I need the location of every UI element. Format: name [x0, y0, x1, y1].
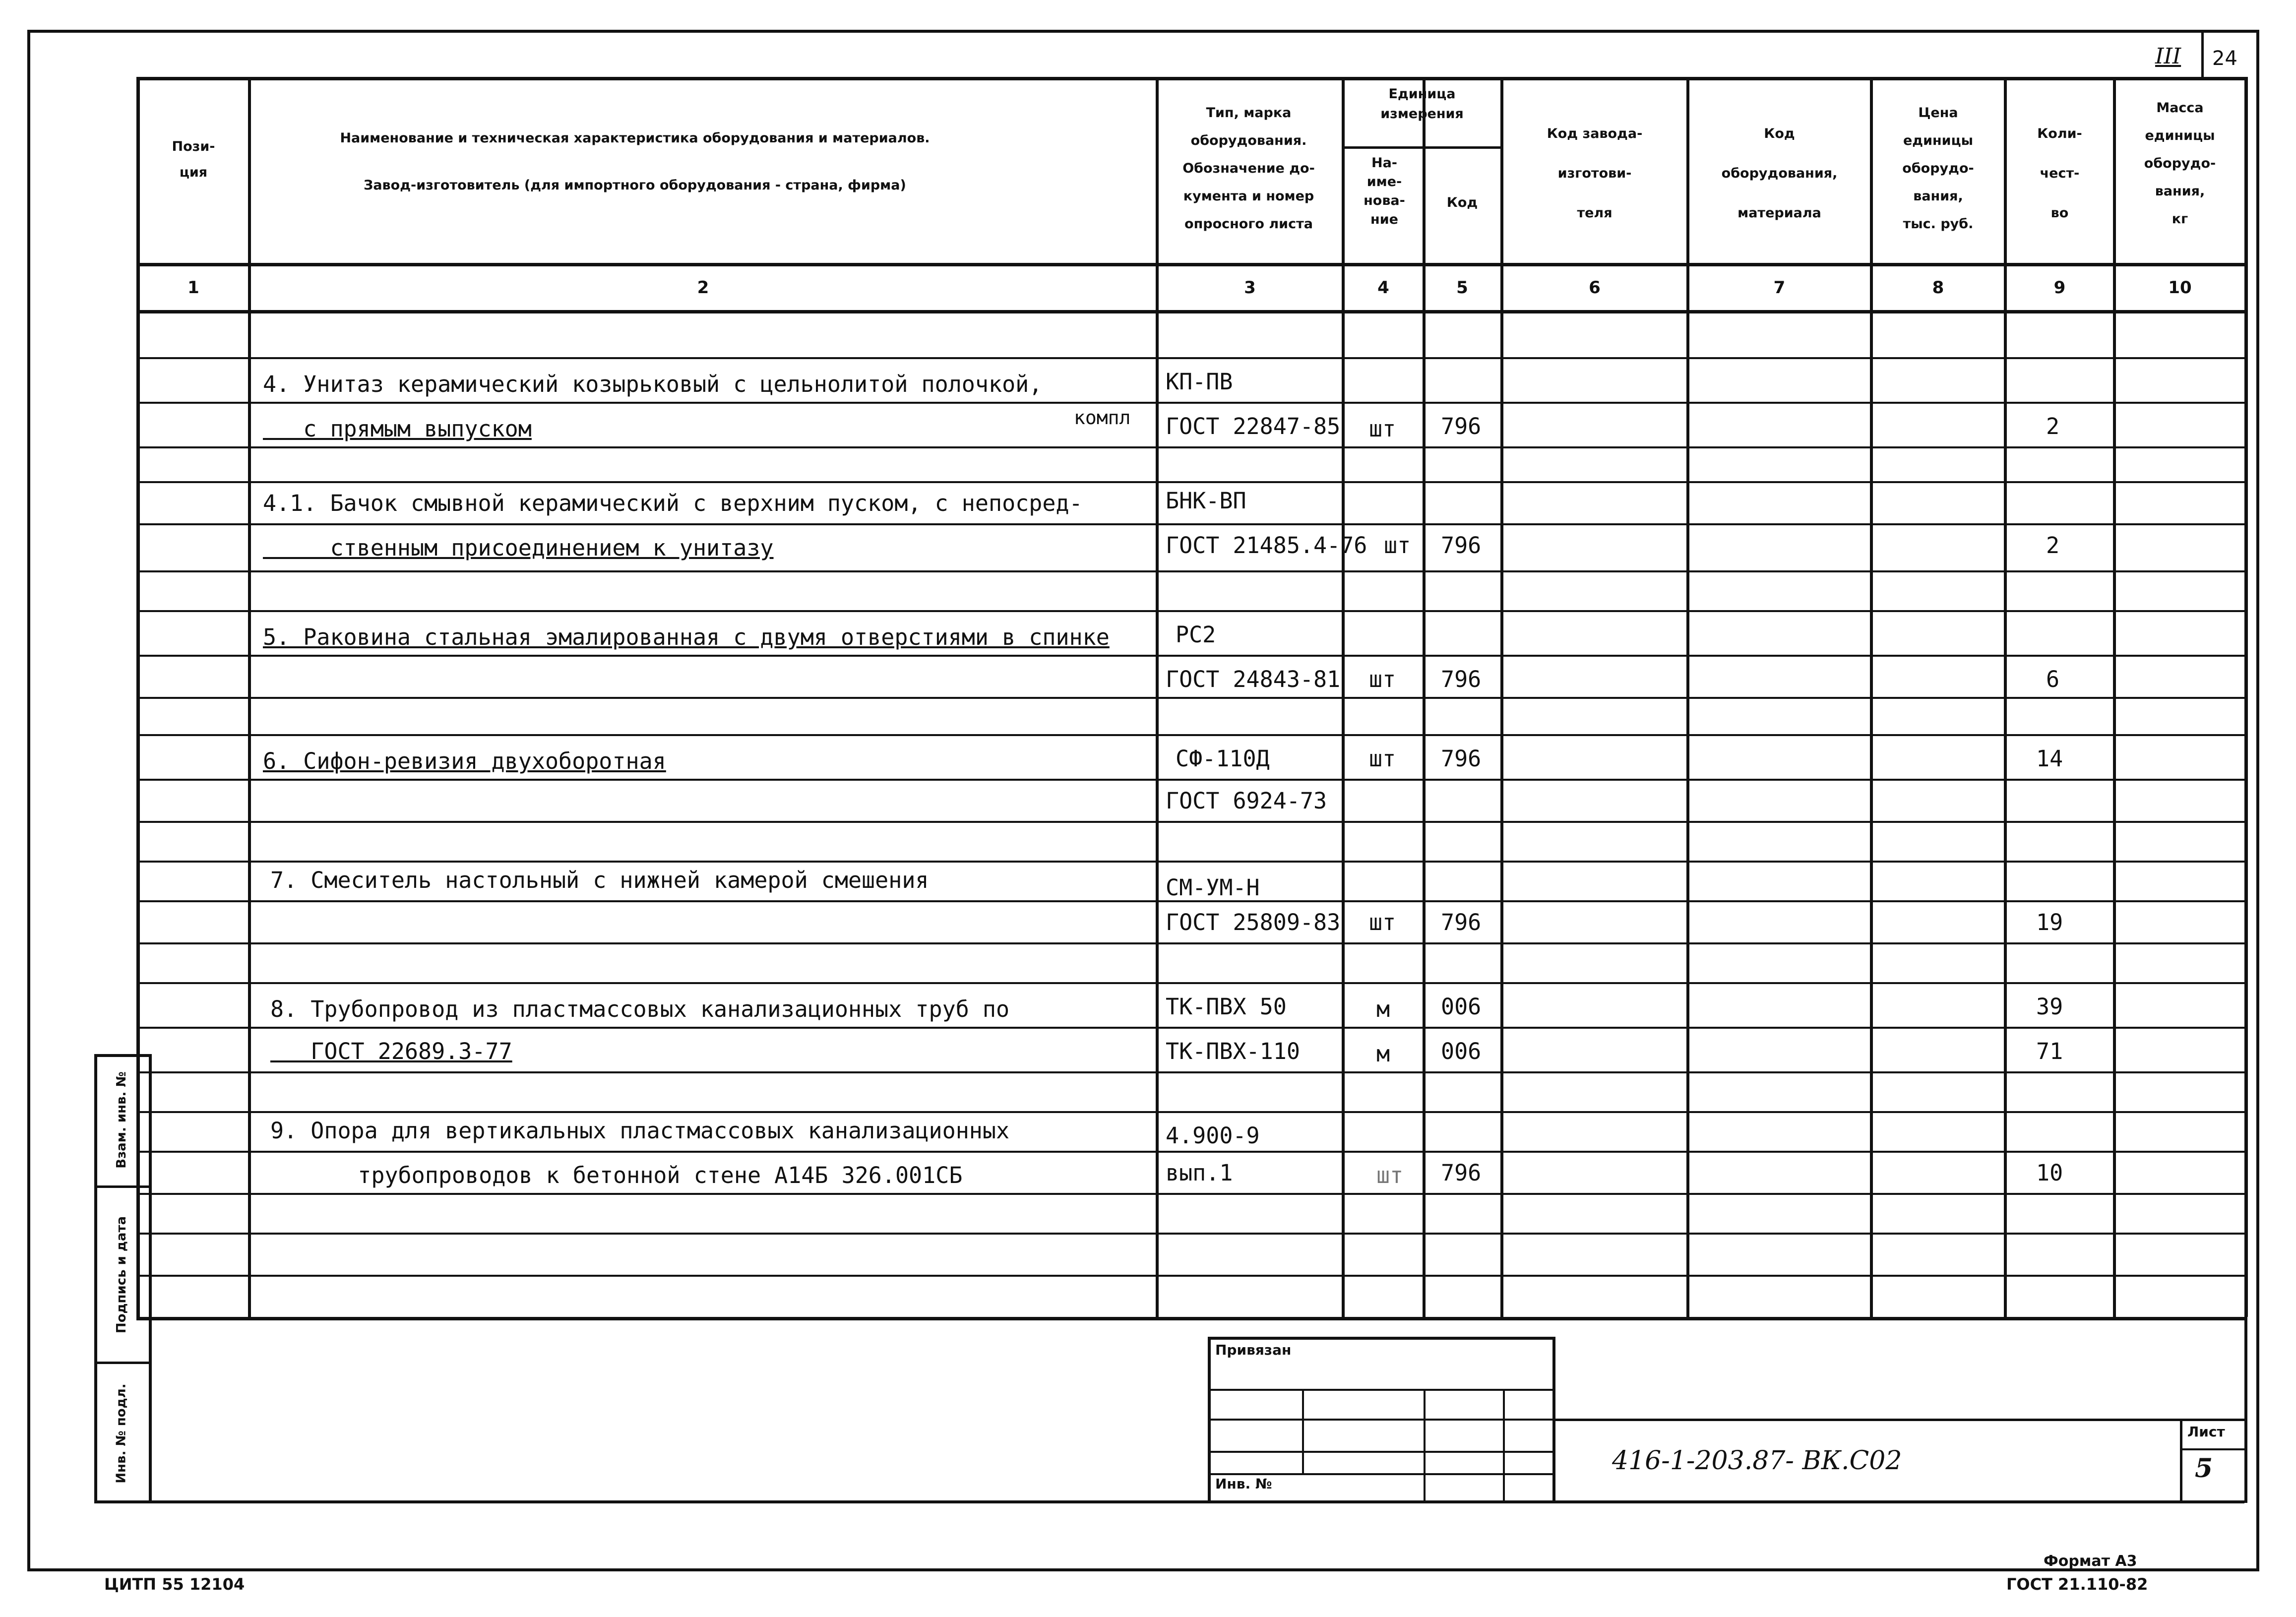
grid-line — [136, 861, 2244, 863]
grid-line — [2244, 1317, 2247, 1503]
grid-line — [136, 982, 2244, 984]
stamp-sheet-number: 5 — [2195, 1453, 2213, 1484]
row-name: ГОСТ 22689.3-77 — [270, 1038, 512, 1064]
grid-line — [149, 1054, 152, 1503]
grid-line — [136, 1233, 2244, 1235]
footer-standard: ГОСТ 21.110-82 — [2006, 1575, 2148, 1594]
grid-line — [136, 481, 2244, 483]
row-type: РС2 — [1176, 622, 1216, 648]
row-name: 4. Унитаз керамический козырьковый с цельнолитой полочкой, — [263, 371, 1043, 397]
grid-line — [136, 779, 2244, 781]
row-qty: 2 — [2046, 413, 2060, 439]
colno-6: 6 — [1589, 278, 1601, 298]
page-number-divider — [2201, 30, 2204, 79]
grid-line — [136, 523, 2244, 525]
footer-format: Формат А3 — [2044, 1553, 2137, 1570]
page-number: 24 — [2212, 47, 2237, 70]
row-name: 5. Раковина стальная эмалированная с двумя отверстиями в спинке — [263, 624, 1110, 650]
stamp-bound-label: Привязан — [1215, 1342, 1292, 1358]
row-name: ственным присоединением к унитазу — [263, 535, 774, 561]
side-label-orig-inv: Инв. № подл. — [114, 1383, 129, 1484]
grid-line — [2180, 1419, 2182, 1500]
grid-line — [1208, 1337, 1555, 1340]
grid-line — [136, 610, 2244, 612]
grid-line — [136, 1071, 2244, 1073]
colno-7: 7 — [1773, 278, 1786, 298]
row-code: 006 — [1441, 1038, 1482, 1064]
row-code: 796 — [1441, 666, 1482, 692]
grid-line — [1424, 1389, 1426, 1500]
row-name: 9. Опора для вертикальных пластмассовых канализационных — [270, 1118, 1010, 1144]
row-qty: 71 — [2036, 1038, 2063, 1064]
row-type: 4.900-9 — [1166, 1122, 1260, 1149]
grid-line — [149, 1500, 2244, 1503]
header-unit-group: Единица измерения — [1380, 86, 1464, 122]
grid-line — [136, 1275, 2244, 1277]
header-quantity: Коли- чест- во — [2037, 126, 2082, 221]
header-price: Цена единицы оборудо- вания, тыс. руб. — [1902, 105, 1974, 232]
header-name: Наименование и техническая характеристика оборудования и материалов. — [340, 130, 930, 146]
row-qty: 6 — [2046, 666, 2060, 692]
row-name: 7. Смеситель настольный с нижней камерой смешения — [270, 867, 929, 893]
colno-8: 8 — [1932, 278, 1944, 298]
drawing-frame — [27, 30, 2259, 1571]
row-type: ГОСТ 21485.4-76 — [1166, 532, 1367, 559]
row-type: ГОСТ 22847-85 — [1166, 413, 1341, 439]
row-type: БНК-ВП — [1166, 488, 1246, 514]
grid-line — [136, 570, 2244, 572]
grid-line — [136, 357, 2244, 359]
header-equipment-code: Код оборудования, материала — [1721, 126, 1838, 221]
row-type: ТК-ПВХ 50 — [1166, 994, 1287, 1020]
row-code: 796 — [1441, 746, 1482, 772]
grid-line — [1503, 1389, 1505, 1500]
colno-9: 9 — [2053, 278, 2066, 298]
row-unit: шт — [1369, 746, 1396, 772]
header-mass: Масса единицы оборудо- вания, кг — [2144, 100, 2216, 227]
stamp-sheet-label: Лист — [2187, 1424, 2225, 1440]
colno-1: 1 — [187, 278, 199, 298]
grid-line — [136, 1111, 2244, 1113]
row-unit: шт — [1369, 416, 1396, 442]
footer-left-code: ЦИТП 55 12104 — [104, 1575, 245, 1594]
colno-2: 2 — [697, 278, 709, 298]
row-code: 796 — [1441, 532, 1482, 559]
colno-5: 5 — [1456, 278, 1468, 298]
grid-line — [136, 1151, 2244, 1153]
row-code: 796 — [1441, 413, 1482, 439]
grid-line — [136, 263, 2244, 266]
grid-line — [136, 821, 2244, 823]
row-type: ГОСТ 24843-81 — [1166, 666, 1341, 692]
header-unit-code: Код — [1446, 195, 1478, 210]
grid-line — [1302, 1389, 1304, 1473]
row-qty: 39 — [2036, 994, 2063, 1020]
row-qty: 2 — [2046, 532, 2060, 559]
row-name: с прямым выпуском — [263, 416, 532, 442]
header-position: Пози- ция — [172, 139, 215, 180]
row-name: 6. Сифон-ревизия двухоборотная — [263, 748, 666, 774]
row-name: 4.1. Бачок смывной керамический с верхним пуском, с непосред- — [263, 490, 1083, 516]
row-code: 006 — [1441, 994, 1482, 1020]
header-manufacturer: Завод-изготовитель (для импортного оборудования - страна, фирма) — [364, 178, 906, 193]
stamp-inv-label: Инв. № — [1215, 1476, 1272, 1492]
side-label-replaced-inv: Взам. инв. № — [114, 1071, 129, 1169]
grid-line — [136, 734, 2244, 736]
row-unit: шт — [1376, 1162, 1404, 1188]
row-name: 8. Трубопровод из пластмассовых канализационных труб по — [270, 996, 1010, 1022]
grid-line — [136, 1027, 2244, 1029]
header-type: Тип, марка оборудования. Обозначение до- кумента и номер опросного листа — [1182, 105, 1315, 232]
grid-line — [136, 655, 2244, 657]
document-code: 416-1-203.87- ВК.С02 — [1612, 1446, 1902, 1476]
row-type: СФ-110Д — [1176, 746, 1270, 772]
row-unit: шт — [1369, 909, 1396, 935]
colno-4: 4 — [1377, 278, 1389, 298]
sheet-mark: III — [2155, 44, 2181, 69]
grid-line — [2180, 1448, 2244, 1450]
grid-line — [136, 697, 2244, 699]
row-code: 796 — [1441, 1160, 1482, 1186]
row-type: КП-ПВ — [1166, 369, 1233, 395]
row-type: ТК-ПВХ-110 — [1166, 1038, 1300, 1064]
row-unit: шт — [1369, 666, 1396, 692]
header-unit-name: На- име- нова- ние — [1364, 155, 1405, 227]
row-code: 796 — [1441, 909, 1482, 935]
grid-line — [136, 446, 2244, 448]
grid-line — [136, 402, 2244, 404]
row-type: вып.1 — [1166, 1160, 1233, 1186]
row-qty: 10 — [2036, 1160, 2063, 1186]
grid-line — [136, 310, 2244, 313]
header-factory-code: Код завода- изготови- теля — [1547, 126, 1643, 221]
row-note: компл — [1074, 407, 1131, 429]
row-unit: м — [1376, 1041, 1390, 1067]
grid-line — [1552, 1419, 2244, 1421]
grid-line — [2244, 77, 2248, 1317]
row-unit: м — [1376, 996, 1390, 1022]
grid-line — [136, 1317, 2244, 1320]
side-label-signature-date: Подпись и дата — [114, 1216, 129, 1334]
grid-line — [136, 77, 2244, 80]
row-qty: 19 — [2036, 909, 2063, 935]
row-name: трубопроводов к бетонной стене А14Б 326.001СБ — [317, 1162, 963, 1188]
row-qty: 14 — [2036, 746, 2063, 772]
row-unit: шт — [1384, 532, 1411, 559]
row-type: ГОСТ 25809-83 — [1166, 909, 1341, 935]
colno-3: 3 — [1244, 278, 1256, 298]
row-type: ГОСТ 6924-73 — [1166, 788, 1327, 814]
grid-line — [136, 942, 2244, 944]
row-type: СМ-УМ-Н — [1166, 874, 1260, 901]
grid-line — [136, 1193, 2244, 1195]
colno-10: 10 — [2168, 278, 2192, 298]
